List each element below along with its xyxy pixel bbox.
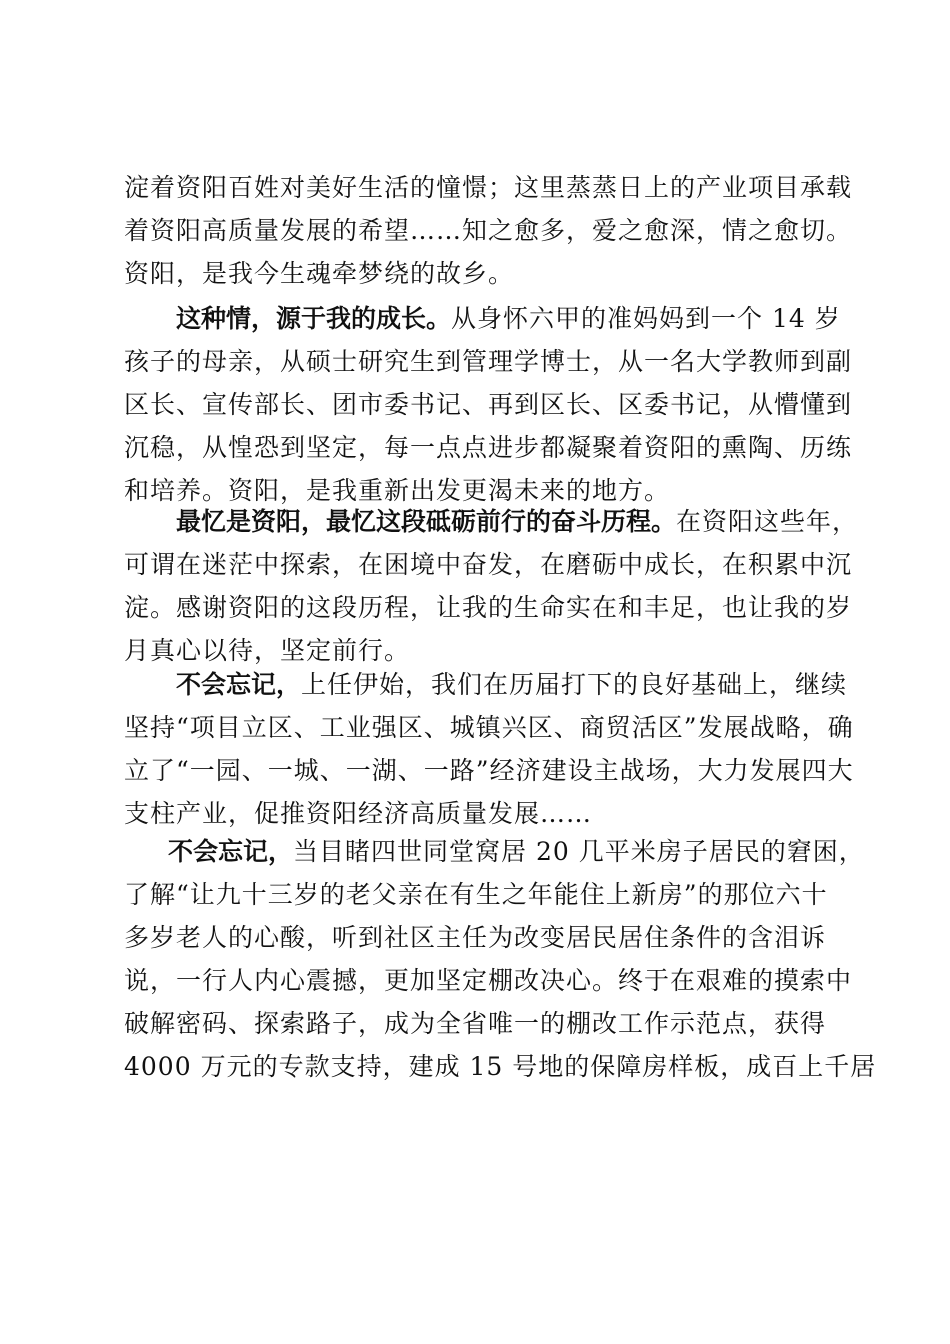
text-line: 月真心以待，坚定前行。 <box>124 636 411 665</box>
text-line: 支柱产业，促推资阳经济高质量发展…… <box>124 799 593 828</box>
text-line: 破解密码、探索路子，成为全省唯一的棚改工作示范点，获得 <box>124 1009 827 1038</box>
paragraph-5 <box>124 830 877 1088</box>
paragraph-lead-heading: 不会忘记， <box>168 837 294 866</box>
text-line: 和培养。资阳，是我重新出发更渴未来的地方。 <box>124 476 671 505</box>
text-line: 沉稳，从惶恐到坚定，每一点点进步都凝聚着资阳的熏陶、历练 <box>124 433 853 462</box>
text-line: 可谓在迷茫中探索，在困境中奋发，在磨砺中成长，在积累中沉 <box>124 550 853 579</box>
text-line: 多岁老人的心酸，听到社区主任为改变居民居住条件的含泪诉 <box>124 923 827 952</box>
text-line: 淀着资阳百姓对美好生活的憧憬；这里蒸蒸日上的产业项目承载 <box>124 173 853 202</box>
paragraph-4 <box>124 663 854 835</box>
paragraph-3 <box>124 500 859 672</box>
paragraph-lead-heading: 最忆是资阳，最忆这段砥砺前行的奋斗历程。 <box>176 507 677 536</box>
text-line: 了解“让九十三岁的老父亲在有生之年能住上新房”的那位六十 <box>124 880 828 909</box>
text-line: 立了“一园、一城、一湖、一路”经济建设主战场，大力发展四大 <box>124 756 854 785</box>
paragraph-1 <box>124 166 853 295</box>
text-span: 上任伊始，我们在历届打下的良好基础上，继续 <box>301 670 848 699</box>
text-line: 坚持“项目立区、工业强区、城镇兴区、商贸活区”发展战略，确 <box>124 713 854 742</box>
paragraph-lead-heading: 不会忘记， <box>176 670 302 699</box>
paragraph-first-line <box>124 663 848 706</box>
paragraph-first-line <box>124 500 859 543</box>
text-line: 说，一行人内心震撼，更加坚定棚改决心。终于在艰难的摸索中 <box>124 966 853 995</box>
text-line: 4000 万元的专款支持，建成 15 号地的保障房样板，成百上千居 <box>124 1052 877 1081</box>
paragraph-first-line <box>124 830 865 873</box>
text-span: 当目睹四世同堂窝居 20 几平米房子居民的窘困， <box>293 837 865 866</box>
text-span: 在资阳这些年， <box>676 507 859 536</box>
text-span: 从身怀六甲的准妈妈到一个 14 岁 <box>451 304 841 333</box>
text-line: 着资阳高质量发展的希望……知之愈多，爱之愈深，情之愈切。 <box>124 216 853 245</box>
paragraph-2 <box>124 297 853 512</box>
text-line: 淀。感谢资阳的这段历程，让我的生命实在和丰足，也让我的岁 <box>124 593 853 622</box>
text-line: 资阳，是我今生魂牵梦绕的故乡。 <box>124 259 515 288</box>
text-line: 区长、宣传部长、团市委书记、再到区长、区委书记，从懵懂到 <box>124 390 853 419</box>
paragraph-first-line <box>124 297 841 340</box>
text-line: 孩子的母亲，从硕士研究生到管理学博士，从一名大学教师到副 <box>124 347 853 376</box>
paragraph-lead-heading: 这种情，源于我的成长。 <box>176 304 452 333</box>
